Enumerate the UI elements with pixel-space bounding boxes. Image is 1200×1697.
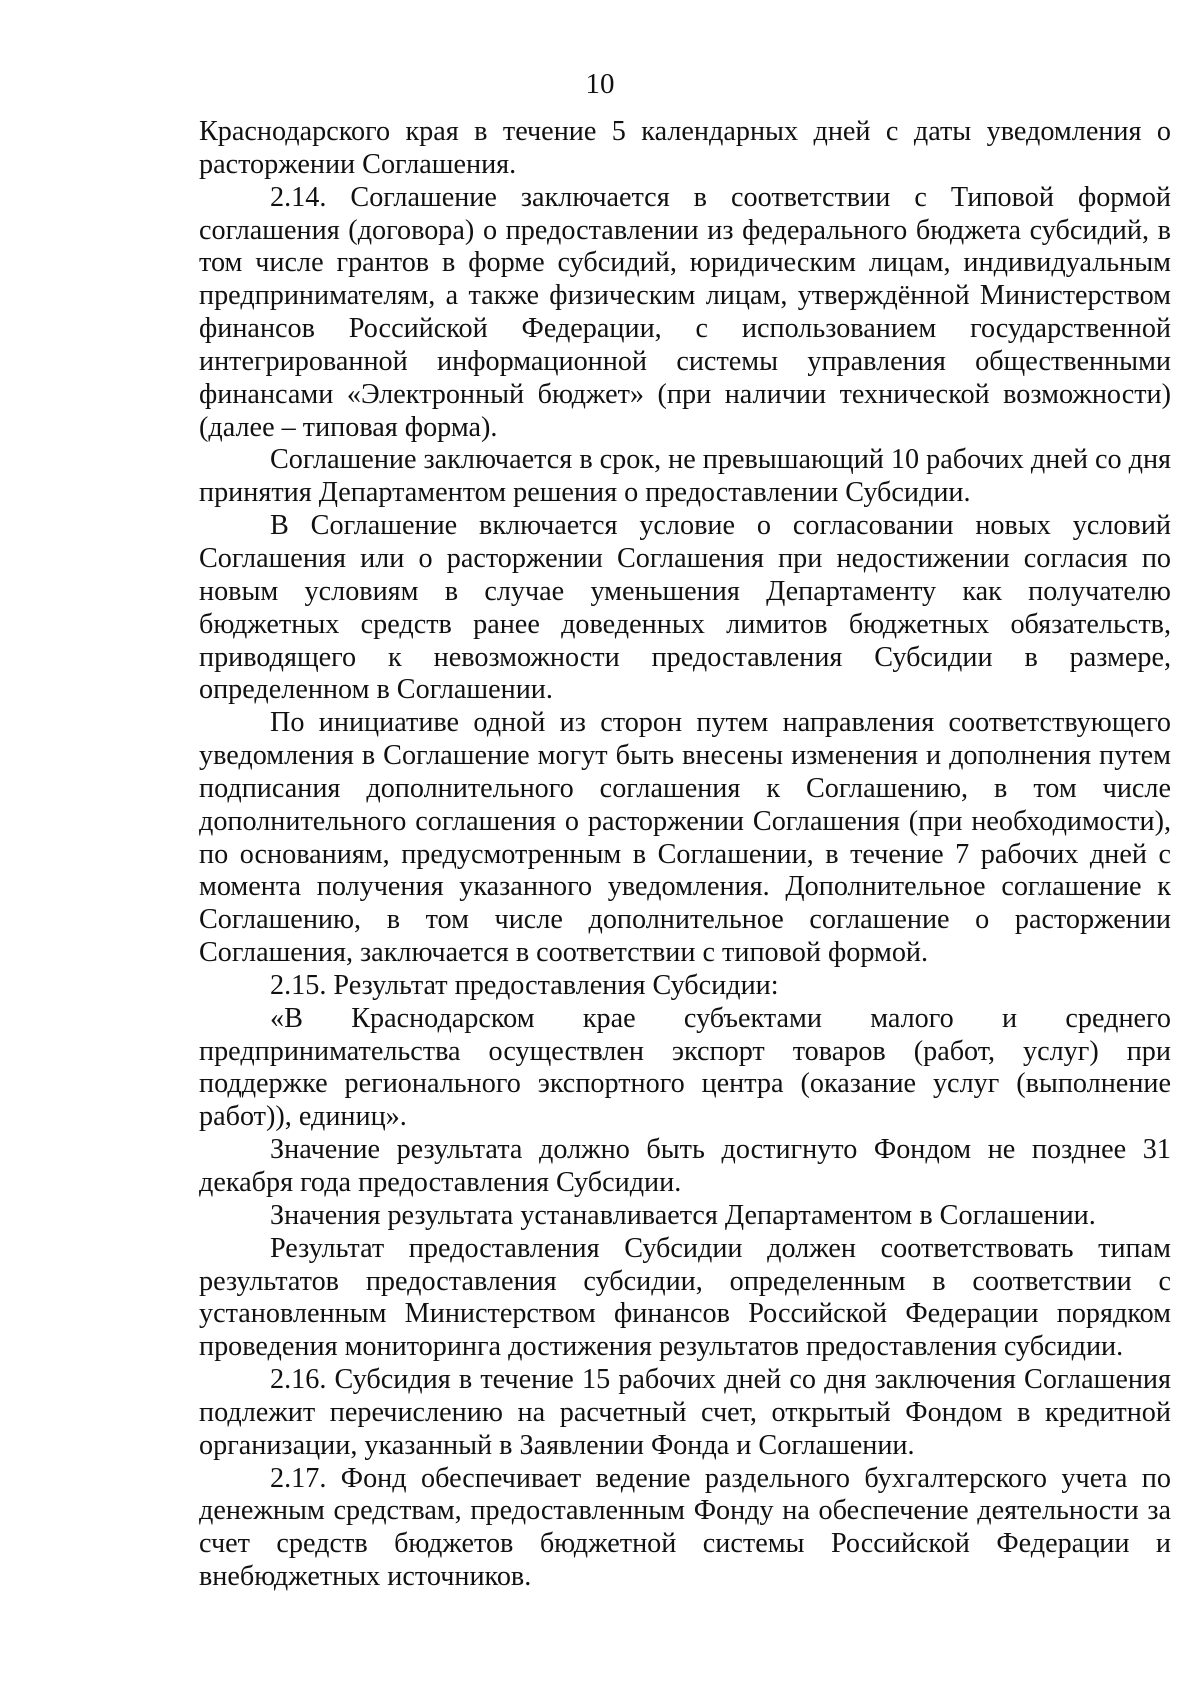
paragraph-agreement-amendments: По инициативе одной из сторон путем направления соответствующего уведомления в Соглашение могут быть внесены изменения и дополнения путем подписания дополнительного соглашения к Соглашению, в том числе дополнительного соглашения о расторжении Соглашения (при необходимости), по основаниям, предусмотренным в Соглашении, в течение 7 рабочих дней с момента получения указанного уведомления. Дополнительное соглашение к Соглашению, в том числе дополнительное соглашение о расторжении Соглашения, заключается в соответствии с типовой формой.: [199, 707, 1171, 969]
paragraph-agreement-term: Соглашение заключается в срок, не превышающий 10 рабочих дней со дня принятия Департаментом решения о предоставлении Субсидии.: [199, 444, 1171, 509]
paragraph-continuation: Краснодарского края в течение 5 календарных дней с даты уведомления о расторжении Соглашения.: [199, 116, 1171, 180]
paragraph-2-16: 2.16. Субсидия в течение 15 рабочих дней со дня заключения Соглашения подлежит перечислению на расчетный счет, открытый Фондом в кредитной организации, указанный в Заявлении Фонда и Соглашении.: [199, 1364, 1171, 1461]
paragraph-2-17: 2.17. Фонд обеспечивает ведение раздельного бухгалтерского учета по денежным средствам, предоставленным Фонду на обеспечение деятельности за счет средств бюджетов бюджетной системы Российской Федерации и внебюджетных источников.: [199, 1462, 1171, 1593]
paragraph-2-15: 2.15. Результат предоставления Субсидии:: [270, 969, 779, 1001]
paragraph-result-quote: «В Краснодарском крае субъектами малого и среднего предпринимательства осуществлен экспорт товаров (работ, услуг) при поддержке регионального экспортного центра (оказание услуг (выполнение работ)), единиц».: [199, 1002, 1171, 1133]
paragraph-agreement-condition: В Соглашение включается условие о согласовании новых условий Соглашения или о расторжении Соглашения при недостижении согласия по новым условиям в случае уменьшения Департаменту как получателю бюджетных средств ранее доведенных лимитов бюджетных обязательств, приводящего к невозможности предоставления Субсидии в размере, определенном в Соглашении.: [199, 510, 1171, 706]
paragraph-result-deadline: Значение результата должно быть достигнуто Фондом не позднее 31 декабря года предоставления Субсидии.: [199, 1134, 1171, 1198]
paragraph-2-14: 2.14. Соглашение заключается в соответствии с Типовой формой соглашения (договора) о предоставлении из федерального бюджета субсидий, в том числе грантов в форме субсидий, юридическим лицам, индивидуальным предпринимателям, а также физическим лицам, утверждённой Министерством финансов Российской Федерации, с использованием государственной интегрированной информационной системы управления общественными финансами «Электронный бюджет» (при наличии технической возможности) (далее – типовая форма).: [199, 181, 1171, 443]
paragraph-result-types: Результат предоставления Субсидии должен соответствовать типам результатов предоставления субсидии, определенным в соответствии с установленным Министерством финансов Российской Федерации порядком проведения мониторинга достижения результатов предоставления субсидии.: [199, 1232, 1171, 1363]
document-body: [199, 116, 1171, 1594]
paragraph-result-value: Значения результата устанавливается Департаментом в Соглашении.: [270, 1199, 1096, 1231]
page-number: 10: [585, 68, 615, 100]
